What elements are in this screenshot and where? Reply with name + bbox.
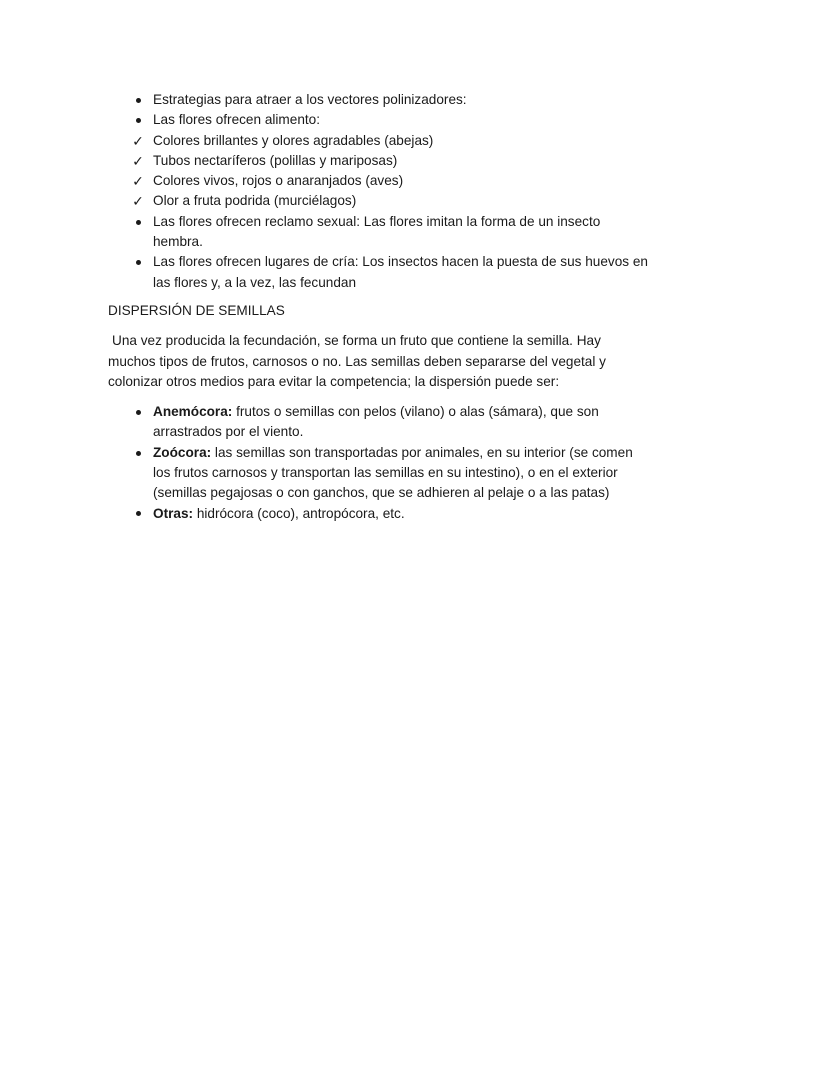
bullet-icon xyxy=(130,110,146,130)
checkmark-icon: ✓ xyxy=(132,132,144,149)
list-item xyxy=(108,252,648,293)
term-label: Anemócora: xyxy=(153,404,233,420)
term-description: frutos o semillas con pelos (vilano) o alas (sámara), que son arrastrados por el viento. xyxy=(153,404,599,440)
list-item xyxy=(108,191,648,211)
list-item-text: Las flores ofrecen alimento: xyxy=(153,112,320,128)
list-item-text: Colores brillantes y olores agradables (abejas) xyxy=(153,132,434,148)
list-item xyxy=(108,443,648,504)
intro-paragraph: Una vez producida la fecundación, se forma un fruto que contiene la semilla. Hay muchos tipos de frutos, carnosos o no. Las semillas deben separarse del vegetal y colonizar otros medios para evitar la competencia; la dispersión puede ser: xyxy=(108,333,606,389)
list-item-text: Las flores ofrecen reclamo sexual: Las flores imitan la forma de un insecto hembra. xyxy=(153,213,601,250)
term-label: Zoócora: xyxy=(153,444,212,460)
checkmark-icon: ✓ xyxy=(132,193,144,210)
list-item-text: Colores vivos, rojos o anaranjados (aves) xyxy=(153,173,404,189)
list-item-text: Tubos nectaríferos (polillas y mariposas) xyxy=(153,152,398,168)
list-item xyxy=(108,110,648,130)
term-description: las semillas son transportadas por animales, en su interior (se comen los frutos carnosos y transportan las semillas en su intestino), o en el exterior (semillas pegajosas o con ganchos, que se adhieren al pelaje o a las patas) xyxy=(153,444,633,501)
list-item xyxy=(108,212,648,253)
bullet-icon xyxy=(130,402,146,422)
bullet-icon xyxy=(130,443,146,463)
list-item xyxy=(108,504,648,524)
list-item xyxy=(108,90,648,110)
bullet-icon xyxy=(130,90,146,110)
bullet-icon xyxy=(130,504,146,524)
list-item xyxy=(108,131,648,151)
bullet-icon xyxy=(130,212,146,232)
list-item-text: Estrategias para atraer a los vectores polinizadores: xyxy=(153,92,467,107)
dispersal-types-list xyxy=(108,402,648,524)
term-description: hidrócora (coco), antropócora, etc. xyxy=(193,505,405,521)
list-item-text: Olor a fruta podrida (murciélagos) xyxy=(153,193,357,209)
bullet-icon xyxy=(130,252,146,272)
list-item xyxy=(108,171,648,191)
list-item xyxy=(108,151,648,171)
pollination-strategies-list xyxy=(108,90,648,293)
checkmark-icon: ✓ xyxy=(132,173,144,190)
list-item-text: Las flores ofrecen lugares de cría: Los insectos hacen la puesta de sus huevos en las flores y, a la vez, las fecundan xyxy=(153,254,648,290)
page-content xyxy=(108,90,648,524)
list-item xyxy=(108,402,648,443)
checkmark-icon: ✓ xyxy=(132,152,144,169)
section-heading: DISPERSIÓN DE SEMILLAS xyxy=(108,302,285,318)
term-label: Otras: xyxy=(153,505,194,521)
